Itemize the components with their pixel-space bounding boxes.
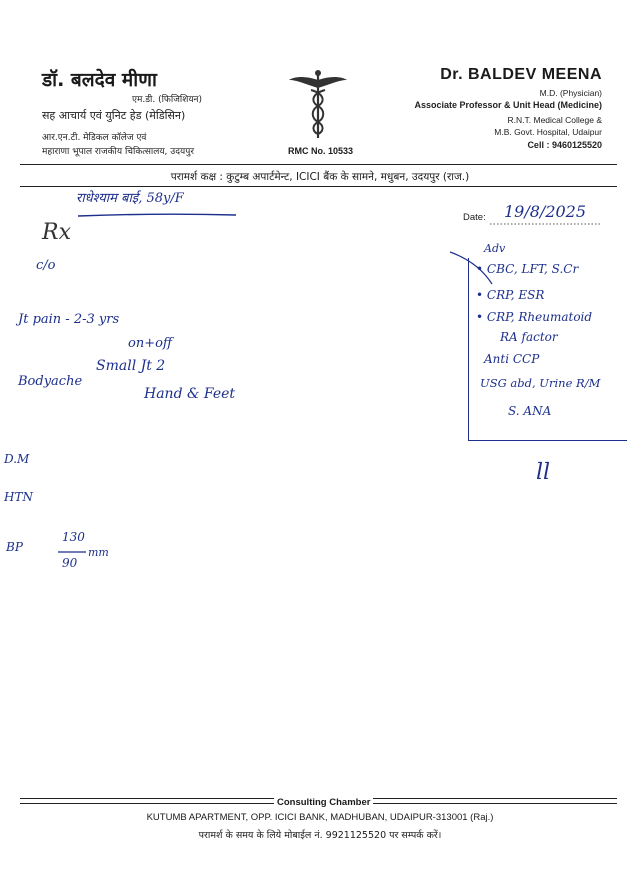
hw-advice-label: Adv: [484, 242, 506, 255]
date-dotted-line: [490, 222, 600, 226]
hw-bp-diastolic: 90: [62, 556, 78, 570]
hw-bp-systolic: 130: [62, 530, 85, 544]
hospital-hindi: महाराणा भूपाल राजकीय चिकित्सालय, उदयपुर: [42, 147, 194, 157]
hw-test-4: RA factor: [500, 330, 558, 344]
hw-bp-label: BP: [6, 540, 23, 554]
hw-joint-pain: Jt pain - 2-3 yrs: [18, 312, 120, 327]
header-rule-top: [20, 164, 617, 165]
college-hindi: आर.एन.टी. मेडिकल कॉलेज एवं: [42, 133, 147, 143]
designation-english: Associate Professor & Unit Head (Medicine): [414, 100, 602, 110]
cell-number: Cell : 9460125520: [527, 140, 602, 150]
college-english: R.N.T. Medical College &: [507, 115, 602, 125]
hospital-english: M.B. Govt. Hospital, Udaipur: [494, 127, 602, 137]
footer-label: Consulting Chamber: [274, 797, 373, 808]
doctor-name-hindi: डॉ. बलदेव मीणा: [42, 69, 157, 91]
hw-on-off: on+off: [128, 336, 173, 351]
doctor-name-english: Dr. BALDEV MEENA: [440, 66, 602, 83]
hw-test-6: USG abd, Urine R/M: [480, 376, 601, 390]
doctor-signature: ll: [536, 460, 551, 485]
hw-test-5: Anti CCP: [484, 352, 540, 366]
caduceus-logo: [287, 68, 349, 140]
designation-hindi: सह आचार्य एवं युनिट हेड (मेडिसिन): [42, 109, 186, 122]
date-label: Date:: [463, 212, 486, 223]
header-rule-bottom: [20, 186, 617, 187]
patient-underline: [78, 212, 238, 218]
hw-bodyache: Bodyache: [18, 374, 83, 389]
hw-dm: D.M: [4, 452, 30, 466]
hw-test-7: S. ANA: [508, 404, 552, 418]
degree-english: M.D. (Physician): [539, 88, 602, 98]
hw-htn: HTN: [4, 490, 33, 504]
rmc-number: RMC No. 10533: [288, 146, 354, 156]
hw-hand-feet: Hand & Feet: [144, 386, 236, 402]
consulting-room-address: परामर्श कक्ष : कुटुम्ब अपार्टमेन्ट, ICICI बैंक के सामने, मधुबन, उदयपुर (राज.): [170, 171, 470, 183]
hw-complaints-label: c/o: [36, 258, 56, 273]
footer-contact: परामर्श के समय के लिये मोबाईल नं. 9921125520 पर सम्पर्क करें।: [198, 830, 442, 841]
rx-symbol: Rx: [42, 220, 71, 245]
degree-hindi: एम.डी. (फिजिशियन): [132, 95, 203, 105]
hw-test-1: • CBC, LFT, S.Cr: [476, 262, 579, 276]
hw-test-2: • CRP, ESR: [476, 288, 545, 302]
hw-test-3: • CRP, Rheumatoid: [476, 310, 593, 324]
hw-small-joints: Small Jt 2: [96, 358, 166, 374]
handwritten-date: 19/8/2025: [504, 202, 587, 221]
footer-address: KUTUMB APARTMENT, OPP. ICICI BANK, MADHUBAN, UDAIPUR-313001 (Raj.): [146, 812, 494, 823]
hw-bp-unit: mm: [88, 546, 109, 559]
bp-fraction-line: [58, 550, 88, 554]
patient-name: राधेश्याम बाई, 58y/F: [76, 191, 184, 206]
